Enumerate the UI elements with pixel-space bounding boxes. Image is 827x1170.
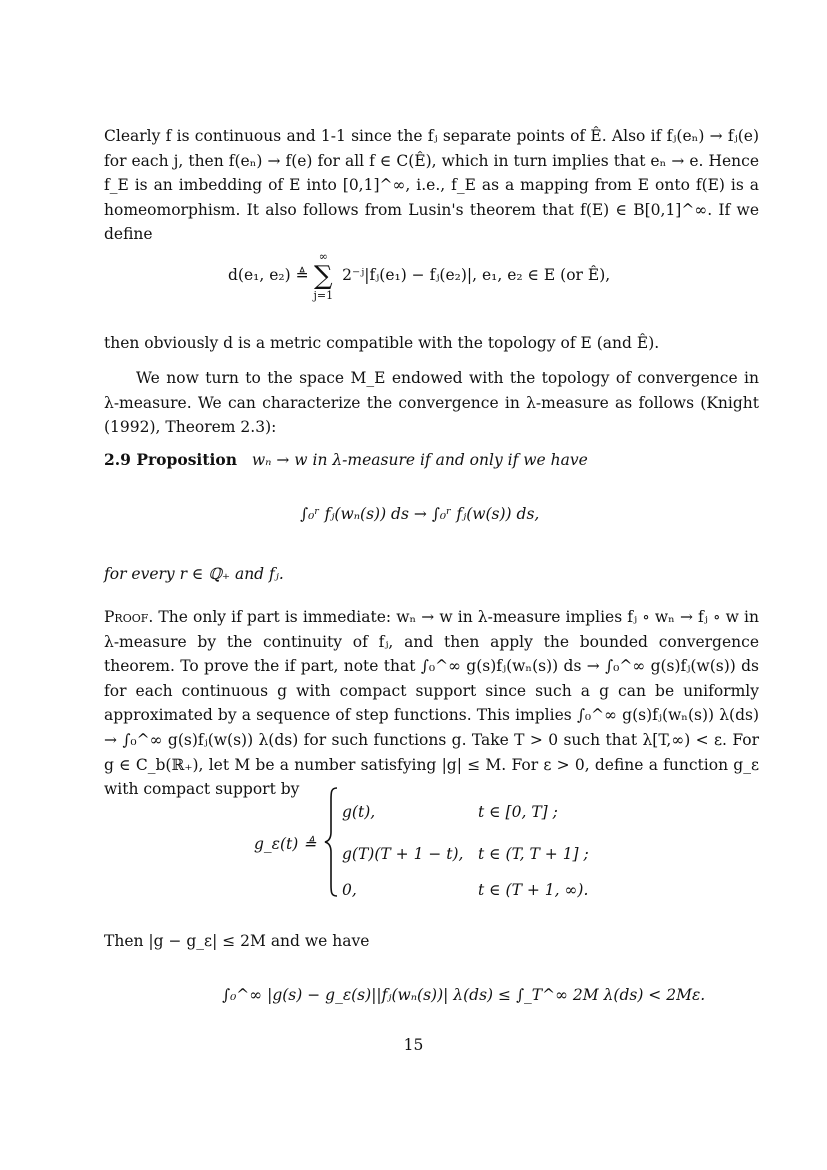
paragraph-convergence: We now turn to the space M_E endowed with the topology of convergence in λ-measure. We can characterize the convergence in λ-measure as follows (Knight (1992), Theorem 2.3): [104, 369, 759, 437]
case-2-condition: t ∈ (T, T + 1] ; [478, 845, 589, 863]
equation-g-epsilon-lhs: g_ε(t) ≜ [254, 835, 317, 853]
summation-symbol: ∞ ∑ j=1 [313, 250, 334, 303]
case-3-condition: t ∈ (T + 1, ∞). [478, 881, 589, 899]
equation-metric-lhs: d(e₁, e₂) ≜ [228, 266, 309, 285]
proposition-heading: 2.9 Proposition [104, 450, 237, 469]
proof-text: The only if part is immediate: wₙ → w in λ-measure implies fⱼ ∘ wₙ → fⱼ ∘ w in λ-measure by the continuity of fⱼ, and then apply the bounded convergence theorem. To prove the if part, note that ∫₀^∞ g(s)fⱼ(wₙ(s)) ds → ∫₀^∞ g(s)fⱼ(w(s)) ds for each continuous g with compact support since such a g can be uniformly approximated by a sequence of step functions. This implies ∫₀^∞ g(s)fⱼ(wₙ(s)) λ(ds) → ∫₀^∞ g(s)fⱼ(w(s)) λ(ds) for such functions g. Take T > 0 such that λ[T,∞) < ε. For g ∈ C_b(ℝ₊), let M be a number satisfying |g| ≤ M. For ε > 0, define a function g_ε with compact support by [104, 608, 759, 799]
proposition-tail: for every r ∈ ℚ₊ and fⱼ. [104, 565, 284, 583]
case-2-expr: g(T)(T + 1 − t), [342, 845, 464, 863]
left-brace-icon [323, 786, 339, 898]
proof-label: Proof. [104, 608, 154, 626]
paragraph-intro: Clearly f is continuous and 1-1 since the fⱼ separate points of Ê. Also if fⱼ(eₙ) → fⱼ(e) for each j, then f(eₙ) → f(e) for all f ∈ C(Ê), which in turn implies that eₙ → e. Hence f_E is an imbedding of E into [0,1]^∞, i.e., f_E as a mapping from E onto f(E) is a homeomorphism. It also follows from Lusin's theorem that f(E) ∈ B[0,1]^∞. If we define [104, 127, 759, 244]
proof-paragraph [104, 605, 759, 802]
proposition-statement [104, 448, 759, 473]
case-3-expr: 0, [342, 881, 357, 899]
equation-final-bound: ∫₀^∞ |g(s) − g_ε(s)||fⱼ(wₙ(s))| λ(ds) ≤ ∫_T^∞ 2M λ(ds) < 2Mε. [222, 986, 706, 1004]
equation-metric [228, 250, 610, 302]
case-1-expr: g(t), [342, 803, 376, 821]
proposition-text: wₙ → w in λ-measure if and only if we have [251, 451, 588, 469]
page-number: 15 [403, 1036, 424, 1054]
paragraph-bound: Then |g − g_ε| ≤ 2M and we have [104, 932, 370, 950]
equation-integral-convergence: ∫₀ʳ fⱼ(wₙ(s)) ds → ∫₀ʳ fⱼ(w(s)) ds, [300, 505, 540, 523]
paragraph-metric-compatible: then obviously d is a metric compatible with the topology of E (and Ê). [104, 334, 660, 352]
equation-metric-rhs: 2⁻ʲ|fⱼ(e₁) − fⱼ(e₂)|, e₁, e₂ ∈ E (or Ê), [342, 266, 611, 285]
case-1-condition: t ∈ [0, T] ; [478, 803, 558, 821]
